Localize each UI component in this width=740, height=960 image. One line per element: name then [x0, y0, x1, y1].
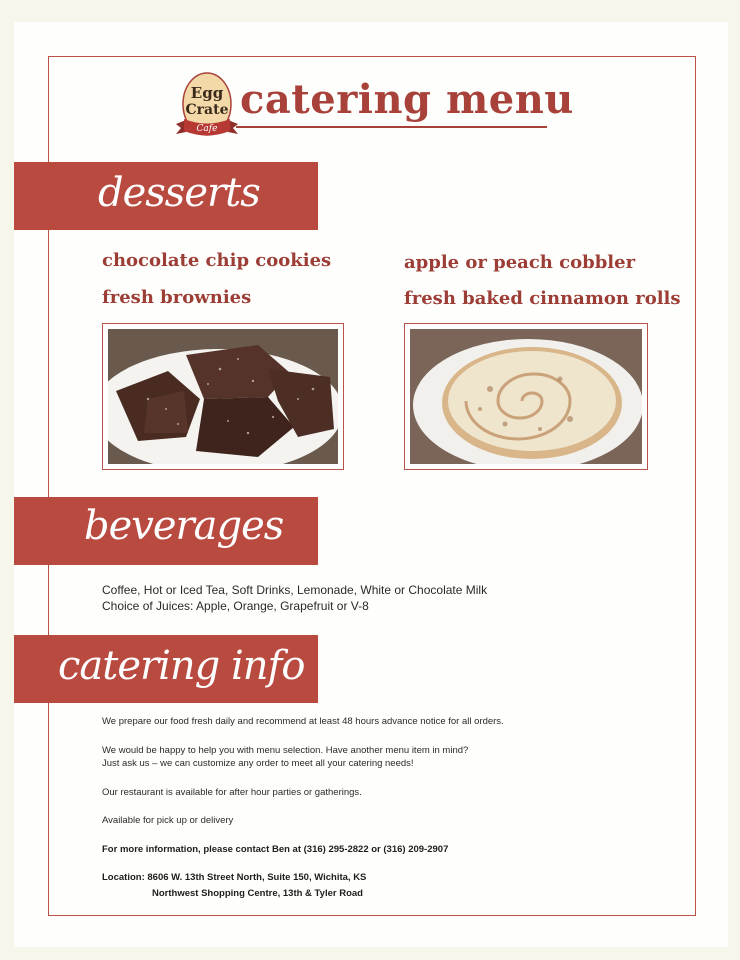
info-line: Our restaurant is available for after hour parties or gatherings.	[102, 787, 362, 798]
desserts-banner	[14, 162, 318, 230]
beverages-line: Coffee, Hot or Iced Tea, Soft Drinks, Lemonade, White or Chocolate Milk	[102, 583, 488, 597]
catering-info-banner	[14, 635, 318, 703]
title-underline	[236, 126, 547, 128]
info-line: Just ask us – we can customize any order to meet all your catering needs!	[102, 758, 414, 769]
info-line: Available for pick up or delivery	[102, 815, 234, 826]
page-title: catering menu	[240, 76, 574, 123]
info-line: We prepare our food fresh daily and recommend at least 48 hours advance notice for all orders.	[102, 716, 504, 727]
location-line: Northwest Shopping Centre, 13th & Tyler Road	[152, 888, 363, 899]
beverages-line: Choice of Juices: Apple, Orange, Grapefruit or V-8	[102, 599, 369, 613]
beverages-heading: beverages	[84, 503, 284, 549]
dessert-item: fresh brownies	[102, 287, 252, 308]
dessert-item: fresh baked cinnamon rolls	[404, 288, 681, 309]
brownies-photo	[102, 323, 344, 470]
desserts-heading: desserts	[98, 170, 260, 216]
info-line: We would be happy to help you with menu selection. Have another menu item in mind?	[102, 745, 469, 756]
cinnamon-roll-photo	[404, 323, 648, 470]
logo-text-egg: Egg	[190, 84, 224, 102]
egg-crate-logo	[174, 68, 240, 148]
dessert-item: chocolate chip cookies	[102, 250, 332, 271]
catering-info-heading: catering info	[58, 643, 305, 689]
dessert-item: apple or peach cobbler	[404, 252, 636, 273]
contact-line: For more information, please contact Ben at (316) 295-2822 or (316) 209-2907	[102, 844, 449, 855]
location-line: Location: 8606 W. 13th Street North, Suite 150, Wichita, KS	[102, 872, 367, 883]
logo-text-crate: Crate	[185, 102, 229, 118]
logo-text-cafe: Cafe	[196, 124, 218, 134]
beverages-banner	[14, 497, 318, 565]
